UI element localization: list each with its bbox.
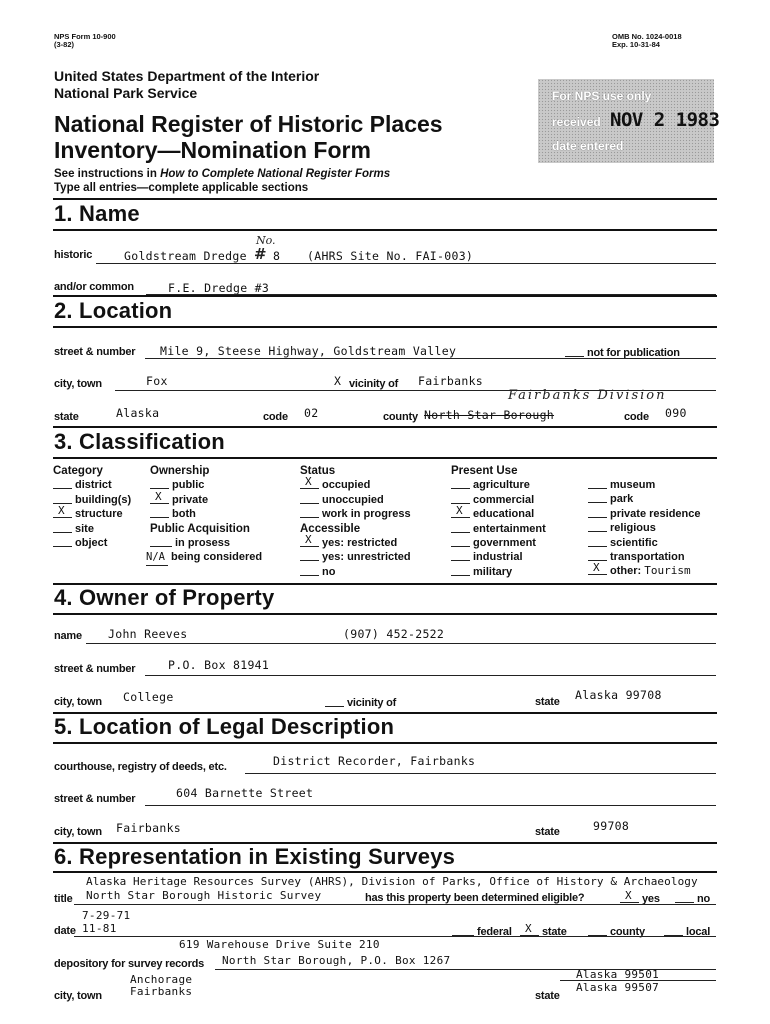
section-divider — [53, 326, 717, 328]
present-use-option: industrial — [451, 550, 546, 564]
ownership-column — [146, 464, 263, 566]
city-town-label: city, town — [54, 378, 102, 390]
owner-street-label: street & number — [54, 663, 136, 675]
handwritten-no: No. — [256, 234, 276, 247]
status-heading: Status — [300, 465, 336, 477]
owner-vicinity-option: vicinity of — [325, 696, 396, 709]
present-use-option: scientific — [588, 536, 701, 550]
courthouse-label: courthouse, registry of deeds, etc. — [54, 761, 227, 773]
historic-site-number: (AHRS Site No. FAI-003) — [307, 249, 474, 263]
entry-line — [145, 805, 716, 806]
owner-city-label: city, town — [54, 696, 102, 708]
legal-city-label: city, town — [54, 826, 102, 838]
section-divider — [53, 229, 717, 231]
not-for-publication-option: not for publication — [565, 346, 680, 359]
present-use-option: military — [451, 565, 546, 579]
form-number: NPS Form 10-900 — [54, 32, 116, 41]
section-divider — [53, 198, 717, 200]
state-label: state — [54, 411, 79, 423]
county-code-value: 090 — [665, 406, 687, 420]
accessible-option: Xyes: restricted — [300, 536, 411, 550]
common-name-label: and/or common — [54, 281, 134, 293]
survey-date-line1: 7-29-71 — [82, 909, 131, 922]
strikeout-line — [560, 980, 716, 981]
date-entered-label: date entered — [552, 139, 624, 153]
entry-line — [145, 358, 716, 359]
present-use-option: private residence — [588, 507, 701, 521]
agency-name: National Park Service — [54, 85, 198, 101]
present-use-option: religious — [588, 521, 701, 535]
county-code-label: code — [624, 411, 649, 423]
form-title-line2: Inventory—Nomination Form — [54, 137, 371, 163]
entry-line — [245, 773, 716, 774]
received-label: received — [552, 115, 601, 129]
status-option: Xoccupied — [300, 478, 411, 492]
category-option: district — [53, 478, 131, 492]
entry-line — [96, 263, 716, 264]
historic-number-value: 8 — [273, 249, 281, 263]
ownership-option: both — [150, 507, 262, 521]
section-5-heading: 5. Location of Legal Description — [54, 714, 395, 739]
section-3-heading: 3. Classification — [54, 429, 225, 454]
section-1-heading: 1. Name — [54, 201, 140, 226]
nps-use-only-box — [538, 79, 720, 163]
eligibility-question: has this property been determined eligible? — [365, 892, 585, 904]
state-code-label: code — [263, 411, 288, 423]
survey-state-label: state — [535, 990, 560, 1002]
category-option: building(s) — [53, 493, 131, 507]
present-use-option: transportation — [588, 550, 701, 564]
survey-city-line1: Anchorage — [130, 973, 193, 986]
form-revision: (3-82) — [54, 40, 75, 49]
owner-phone: (907) 452-2522 — [343, 627, 445, 641]
accessible-option: no — [300, 565, 411, 579]
county-handwritten-correction: Fairbanks Division — [508, 388, 667, 403]
public-acquisition-heading: Public Acquisition — [150, 522, 250, 535]
accessible-heading: Accessible — [300, 522, 361, 535]
survey-title-line2: North Star Borough Historic Survey — [86, 889, 322, 902]
owner-state-value: Alaska 99708 — [575, 688, 662, 702]
category-heading: Category — [53, 465, 103, 477]
present-use-option: commercial — [451, 493, 546, 507]
present-use-option: agriculture — [451, 478, 546, 492]
acquisition-option: in prosess — [150, 536, 262, 550]
federal-option: federal — [452, 925, 512, 938]
section-divider — [53, 742, 717, 744]
present-use-option: Xeducational — [451, 507, 546, 521]
legal-state-label: state — [535, 826, 560, 838]
present-use-option: museum — [588, 478, 701, 492]
historic-label: historic — [54, 249, 93, 261]
state-level-option: X state — [520, 925, 567, 938]
survey-date-line2: 11-81 — [82, 922, 117, 935]
city-town-value: Fox — [146, 374, 168, 388]
section-6-heading: 6. Representation in Existing Surveys — [54, 844, 456, 869]
instructions-line1: See instructions in How to Complete National Register Forms — [54, 168, 391, 180]
section-divider — [53, 457, 717, 459]
ownership-heading: Ownership — [150, 465, 210, 477]
present-use-option: government — [451, 536, 546, 550]
present-use-heading: Present Use — [451, 465, 518, 477]
category-option: site — [53, 522, 131, 536]
present-use-option: Xother: Tourism — [588, 564, 701, 578]
vicinity-mark: X — [334, 374, 342, 388]
handwritten-hash: # — [254, 245, 267, 263]
common-name-value: F.E. Dredge #3 — [168, 281, 270, 295]
present-use-column-1 — [451, 464, 546, 579]
street-number-label: street & number — [54, 346, 136, 358]
status-option: work in progress — [300, 507, 411, 521]
vicinity-label: vicinity of — [349, 378, 399, 390]
entry-line — [145, 675, 716, 676]
owner-name-value: John Reeves — [108, 627, 188, 641]
county-level-option: county — [588, 925, 645, 938]
owner-name-label: name — [54, 630, 82, 642]
owner-city-value: College — [123, 690, 174, 704]
survey-title-label: title — [54, 893, 73, 905]
eligible-no-option: no — [675, 892, 710, 905]
received-date-stamp: NOV 2 1983 — [610, 109, 720, 131]
present-use-column-2 — [588, 478, 701, 579]
depository-address-extra: 619 Warehouse Drive Suite 210 — [179, 938, 380, 951]
historic-name-value: Goldstream Dredge — [124, 249, 247, 263]
legal-city-value: Fairbanks — [116, 821, 182, 835]
entry-line — [86, 643, 716, 644]
form-title-line1: National Register of Historic Places — [54, 111, 443, 137]
category-column — [53, 464, 131, 550]
survey-state-line2: Alaska 99507 — [576, 981, 660, 994]
survey-state-line1: Alaska 99501 — [576, 968, 660, 981]
state-value: Alaska — [116, 406, 160, 420]
department-name: United States Department of the Interior — [54, 68, 320, 84]
local-level-option: local — [664, 925, 710, 938]
ownership-option: Xprivate — [150, 493, 262, 507]
depository-label: depository for survey records — [54, 958, 205, 970]
status-column — [300, 464, 411, 579]
ownership-option: public — [150, 478, 262, 492]
state-code-value: 02 — [304, 406, 319, 420]
instructions-line2: Type all entries—complete applicable sections — [54, 182, 309, 194]
owner-state-label: state — [535, 696, 560, 708]
entry-line — [74, 936, 716, 937]
omb-number: OMB No. 1024-0018 — [612, 32, 682, 41]
depository-value: North Star Borough, P.O. Box 1267 — [222, 954, 451, 967]
nps-use-heading: For NPS use only — [552, 89, 652, 103]
owner-street-value: P.O. Box 81941 — [168, 658, 270, 672]
survey-date-label: date — [54, 925, 76, 937]
eligible-yes-option: X yes — [620, 892, 660, 905]
survey-city-line2: Fairbanks — [130, 985, 193, 998]
courthouse-value: District Recorder, Fairbanks — [273, 754, 476, 768]
legal-street-value: 604 Barnette Street — [176, 786, 314, 800]
county-label: county — [383, 411, 418, 423]
county-struck-value: North Star Borough — [424, 408, 555, 422]
accessible-option: yes: unrestricted — [300, 550, 411, 564]
legal-street-label: street & number — [54, 793, 136, 805]
section-divider — [53, 613, 717, 615]
section-divider — [53, 295, 717, 297]
section-2-heading: 2. Location — [54, 298, 173, 323]
survey-city-label: city, town — [54, 990, 102, 1002]
entry-line — [74, 904, 716, 905]
present-use-option: entertainment — [451, 522, 546, 536]
section-divider — [53, 426, 717, 428]
present-use-option: park — [588, 492, 701, 506]
category-option: object — [53, 536, 131, 550]
vicinity-value: Fairbanks — [418, 374, 484, 388]
section-divider — [53, 871, 717, 873]
category-option: Xstructure — [53, 507, 131, 521]
expiration-date: Exp. 10-31-84 — [612, 40, 660, 49]
status-option: unoccupied — [300, 493, 411, 507]
survey-title-line1: Alaska Heritage Resources Survey (AHRS), Division of Parks, Office of History & Archaeology — [86, 875, 698, 888]
acquisition-option: N/A being considered — [150, 550, 262, 565]
other-use-value: Tourism — [644, 564, 691, 578]
legal-state-value: 99708 — [593, 819, 630, 833]
section-4-heading: 4. Owner of Property — [54, 585, 275, 610]
street-number-value: Mile 9, Steese Highway, Goldstream Valley — [160, 344, 457, 358]
